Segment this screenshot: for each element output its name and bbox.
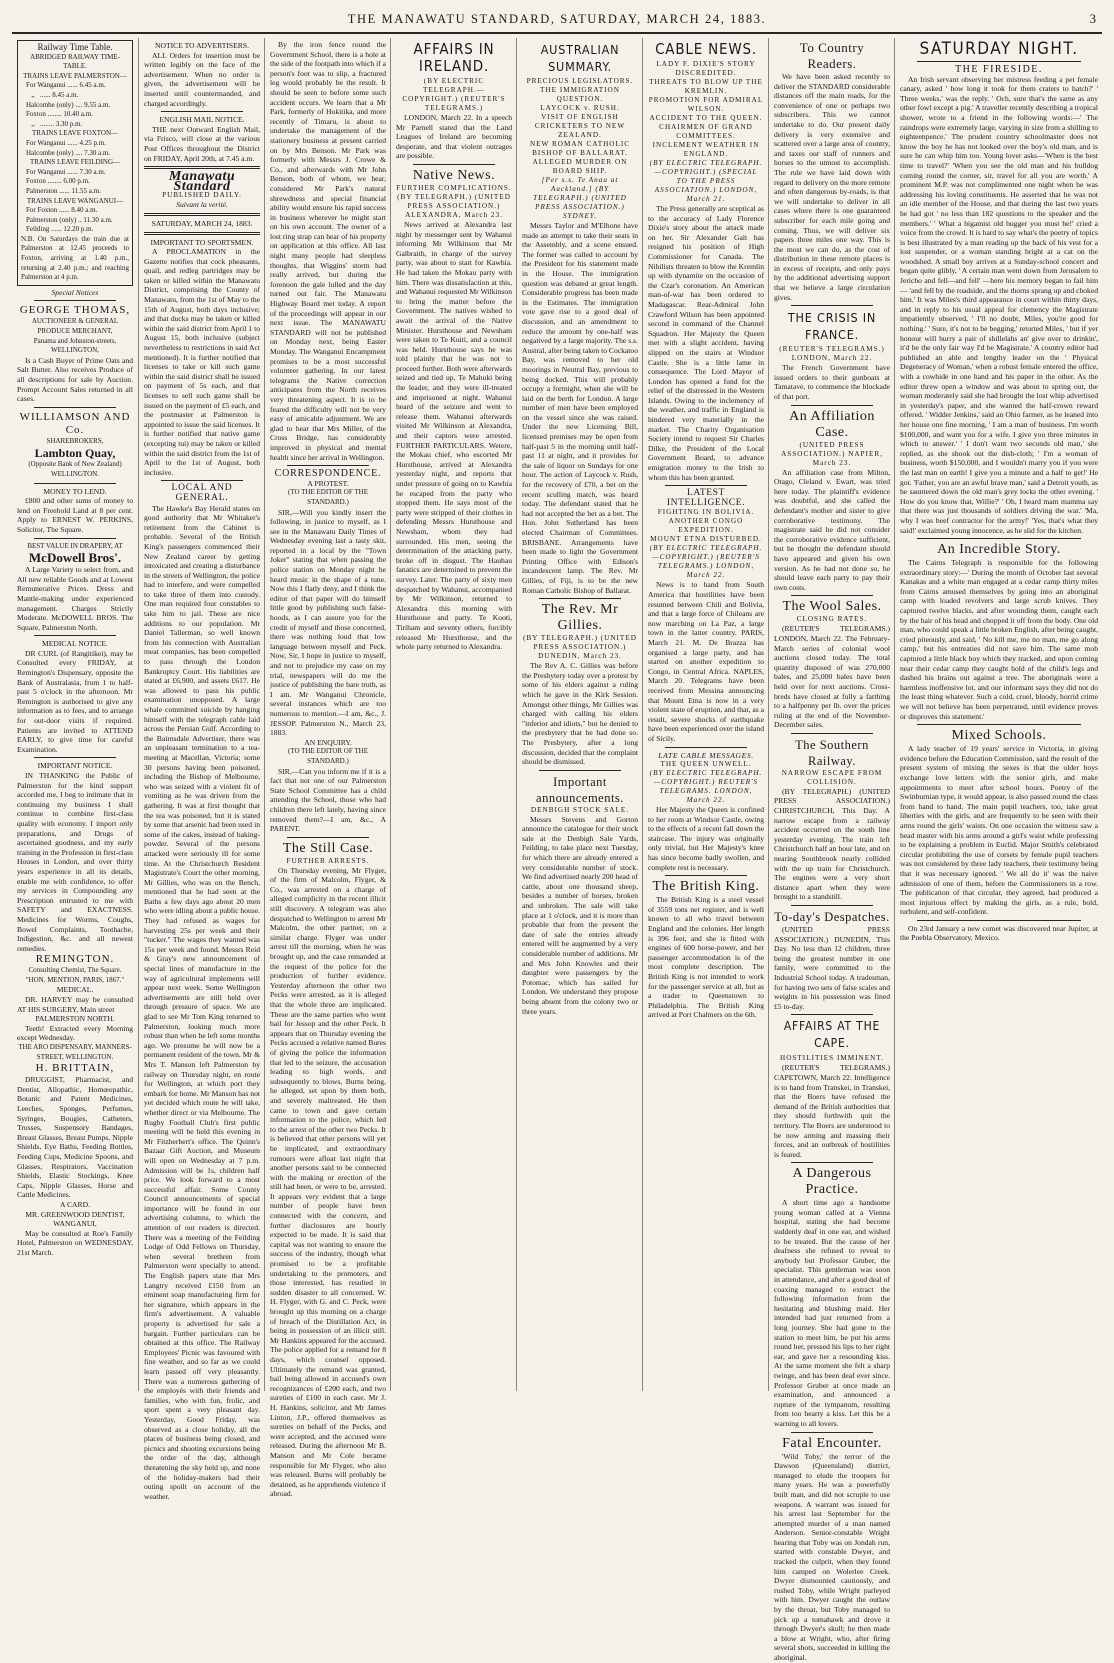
rail-row: For Foxton ...... 8.40 a.m. [26, 206, 98, 215]
hon-mention: "HON. MENTION, PARIS, 1867." [25, 975, 125, 984]
rule [791, 305, 873, 306]
column-5 [516, 38, 643, 1391]
rule [287, 465, 369, 466]
greenwood-name: MR. GREENWOOD DENTIST, WANGANUI, [25, 1209, 125, 1229]
rule [144, 213, 260, 216]
remington-name: REMINGTON. [35, 953, 115, 966]
rail-row: Palmerston ...... 11.55 a.m. [26, 186, 101, 195]
column-3 [264, 38, 391, 1499]
money-body: £800 and other sums of money to lend on Freehold Land at 8 per cent. Apply to ERNEST W. PERKINS, Solicitor, The Square. [17, 496, 133, 534]
column-4 [390, 38, 517, 1391]
cable-sub-6: INCLEMENT WEATHER IN ENGLAND. [652, 141, 760, 158]
fatal-encounter-title: Fatal Encounter. [782, 1435, 882, 1451]
rule [791, 1432, 873, 1433]
crisis-france-body: The French Government have issued orders to their gunboats at Tamatave, to commence the blockade of that port. [774, 363, 890, 402]
masthead-title: THE MANAWATU STANDARD, SATURDAY, MARCH 24, 1883. [347, 12, 767, 26]
rail-row: For Wanganui ...... 4.25 p.m. [26, 138, 106, 147]
column-8 [894, 38, 1103, 1391]
rule [791, 1014, 873, 1015]
rule [161, 480, 243, 481]
wool-sales-body: (REUTER'S TELEGRAMS.) LONDON, March 22. The February-March series of colonial wool auctions closed today. The total quantity disposed of was 270,000 bales, and 25,000 bales have been held over for next auctions. Cross-breds have closed at fully a farthing to a halfpenny per lb. over the prices ruling at the end of the November-December sales. [774, 624, 890, 730]
harvey-body: DR. HARVEY may be consulted AT HIS SURGERY, Main street [17, 995, 133, 1014]
latest-sub-3: MOUNT ETNA DISTURBED. [650, 535, 762, 544]
rule [665, 485, 747, 486]
rule [34, 757, 116, 758]
incredible-story-title: An Incredible Story. [937, 542, 1061, 558]
aus-sub-5: NEW ROMAN CATHOLIC BISHOP OF BALLARAT. [529, 140, 631, 157]
mail-body: THE next Outward English Mail, via Frisco, will close at the various Post Offices throughout the District on FRIDAY, April 20th, at 7.45 a.m. [144, 124, 260, 163]
fireside-body: An Irish servant observing her mistress feeding a pet female canary, asked ' how long it took for them craters to hatch?' ' Three weeks,' was the reply. ' Och, sure that's the same as any other fowl except a pig.' A traveller recently describing a tropical shower, wrote to a friend in the following words:—' The raindrops were extremely large, varying in size from a shilling to eighteenpence.' The prudent country schoolmaster does not know the boy he has not looked over the boy's old man, and is sure he can whip him too. Young lover asks—'When is the best time to travel?' 'When you see the old man and his bulldog coming round the corner, sir, travel for all you are worth.' A prominent M.P. was not complimented one night when he was addressing his loving constituents. He asserted that he was not an idle member of the House, and that during the last two years he had got ' no less than 182 questions to the speaker and the members.' ' What a bigamist old bugger you must be!' cried a voice from the crowd. It is hard to say what's the poetry of topics is best illustrated by a man reading up the back of his vest for a lost suspender, or a woman standing bright at a cat on the woodshed. A small boy arrives at a Sunday-school concert and began quite glibly, ' A certain man went down from Jerusalem to Jericho and fell—and fell' —here his memory began to fail him— 'and fell by the roadside, and the thorns sprang up and choked him.' It was Miles's third appearance in court within thirty days, and in reply to his usual appeal for clemency the Magistrate impatiently observed, ' I'll no doubt, Miles, you're good for nothing.' ' Sure, it's not to be begging,' retorted Miles, ' but if yer honour will hurry a pair of shillelahs an' give over to drinkin', it'd be the only fair way I'd be Magistrate.' A country editor had published an able and lengthy leader on the ' Physical Degeneracy of Woman,' when a robust female entered the office, with a cowhide in one hand and his paper in the other. As the editor threw open a window and was about to spring out, the woman moderately said she had brought the lost whip advertised in yesterday's paper, and she wanted the half-crown reward offered. ' Widder Jenkins,' said an Ohio farmer, as he leaned into her house one fine morning, ' I am a man of business. I'm worth $100,000, and want you for a wife. I give you three minutes in which to answer.' ' I don't want two seconds old man,' she replied, as she shook out the dish-cloth; ' I'm a woman of business, worth $150,000, and I wouldn't marry you if you were the last man on earth! I give you a minute and a half to get!' He got. 'Father, you are an awful brave man,' said a Detroit youth, as he sauntered down the old man's grey locks the other evening. ' How do you know that, Willie?' ' Oh, I heard mam mamma say that there was just thousands of soldiers driving the war.' 'Ma, why I was beef contractor for the army!' 'Yes, that's what they said!' exclaimed young innocence, as he slid for the kitchen. [900, 74, 1098, 535]
aus-per: [Per s.s. Te Anau at Auckland.] (BY TELEGRAPH.) (UNITED PRESS ASSOCIATION.) SYDNEY. [533, 176, 627, 220]
todays-despatches-body: (UNITED PRESS ASSOCIATION.) DUNEDIN, This Day. No less than 12 children, three being the greatest number in one family, were committed to the Industrial School today. A tradesman, for having two sets of false scales and weights in his possession was fined £5 to-day. [774, 925, 890, 1011]
still-case-body: On Thursday evening, Mr Flyger, of the firm of Malcolm, Flyger, & Co., was arrested on a charge of alleged complicity in the recent illicit still discovery. A telegram was also despatched to Wellington to arrest Mr Malcolm, the other partner, on a similar charge. Flyger was under arrest till the morning, when he was brought up, and the case remanded at the request of the police for the production of further evidence. Yesterday afternoon the other two Pecks were arrested, as it is alleged that the whole three are implicated. These are the same parties who went bail for Jessop and the other Peck. It appears that on Thursday evening the Pecks accused a relative named Bures of giving the police the information that led to the seizure, the accusation leading to high words, and subsequently to blows, Burns being, he alleged, set upon by them both, and severely maltreated. He then came to town and gave certain information to the police, which led to the arrest of the other two Pecks. It is believed that other persons will yet be implicated, and extraordinary rumours were afloat last night that another persons said to be connected with the making or erection of the still had been, or were to be, arrested. It appears very evident that a large number of people have been connected with the concern, and further disclosures are hourly expected to be made. It is said that capital was not wanting to ensure the success of the industry, though what promised to be a profitable undertaking to the promoters, and those interested, has resulted in sudden disaster to all concerned. W. H. Flyger, with G. and C. Peck, were brought up this morning on a charge of breach of the Distillation Act, in being in possession of an illicit still. Mr Hankins appeared for the accused. The police applied for a remand for 8 days, which counsel opposed. Ultimately the remand was granted, bail being allowed in accused's own recognizances of £200 each, and two sureties of £100 in each case. Mr J. H. Hankins, solicitor, and Mr James Linton, J.P., offered themselves as sureties on behalf of the Pecks, and were accepted, and the accused were released. During the afternoon Mr B. Manson and Mr Cole became responsible for Mr Flyger, who also was released. Burns will probably be detained, as he apprehends violence if abroad. [270, 865, 386, 1499]
affiliation-sub: (UNITED PRESS ASSOCIATION.) NAPIER, March 23. [781, 440, 883, 467]
mixed-schools-title: Mixed Schools. [951, 728, 1047, 744]
crisis-france-title: THE CRISIS IN FRANCE. [787, 310, 877, 343]
cable-sub-2: THREATS TO BLOW UP THE KREMLIN. [649, 78, 763, 95]
rule [917, 61, 1081, 62]
money-title: MONEY TO LEND. [43, 486, 107, 496]
important-announcements-title: Important announcements. [536, 774, 624, 805]
rule [917, 920, 1081, 921]
enquiry-to: (TO THE EDITOR OF THE STANDARD.) [288, 747, 368, 765]
lambton-sub: (Opposite Bank of New Zealand) WELLINGTON. [28, 460, 122, 478]
country-readers-body: We have been asked recently to deliver the STANDARD considerable distances off the main roads, for the convenience of one or perhaps two subscribers. This we cannot undertake to do. Our present daily delivery is very extensive and scattered over a large area of country, and taxes our staff of runners and horses to the utmost to accomplish. The rule we have laid down with regard to delivery on the more remote and often dangerous by-roads, is that we will undertake to deliver in all cases where there is one guaranteed subscriber for each mile going and coming. Thus, we will deliver six papers three miles one way. This is the most we can do, as the cost of distribution in these remote places is in excess of receipts, and only pays by the additional advertising support that we believe a large circulation gives. [774, 72, 890, 302]
rail-note: N.B. On Saturdays the train due at Palmerston at 12.45 proceeds to Foxton, arriving at 1.40 p.m., returning at 2.40 p.m.; and reaching Palmerston at 4 p.m. [21, 234, 129, 282]
rail-sect3: TRAINS LEAVE FEILDING— [29, 158, 121, 167]
todays-despatches-title: To-day's Despatches. [774, 910, 890, 924]
thomas-name: GEORGE THOMAS, [19, 304, 131, 317]
important-announcements-sub: DENBIGH STOCK SALE. [530, 805, 630, 814]
advertisers-body: ALL Orders for insertion must be written legibly on the face of the advertisement. When no order is given, the advertisement will be inserted until countermanded, and charged accordingly. [144, 50, 260, 108]
rail-sect1: TRAINS LEAVE PALMERSTON— [23, 71, 127, 80]
affiliation-body: An affiliation case from Milton, Otago, Cleland v. Ewart, was tried here today. The plaintiff's evidence was doubtful, and she called the defendant's mother and sister to give corroborative testimony. The magistrate said he did not consider the corroborative evidence sufficient, but he thought the defendant should have appeared and given his own version. As he had not done so, he should leave each party to pay their own costs. [774, 467, 890, 592]
rule [665, 747, 747, 748]
correspondence-title: CORRESPONDENCE. [274, 468, 382, 480]
aus-sub-3: LAYCOCK v. RUSH. [540, 104, 620, 112]
rule [917, 538, 1081, 539]
native-news-body: News arrived at Alexandra last night by messenger sent by Wahanui informing Mr Wilkinson that Mr Galbraith, in charge of the survey party, was about to start for Kawhia. He had taken the Mokau party with him. There was dissatisfaction at this, and Wahanui requested Mr Wilkinson to bring the matter before the Government. The natives wished to await the arrival of the Native Minister. Hursthouse and Newsham were taken to Te Kuiti, and a council was held. Hursthouse says he was told plainly that he was not to proceed further. Both were afterwards seized and tied up, Te Mahuki being the leader, and they were ill-treated and imprisoned at night. Wahanui heard of the seizure and went to release them. Wahanui afterwards visited Mr Wilkinson at Alexandra, and their captors were arrested. FURTHER PARTICULARS. Wetere, the Mokau chief, who escorted Mr Hursthouse, arrived at Alexandra yesterday night, and reports that under pressure of going on to Kawhia he escaped from the party who stopped them. He says most of the party were stripped of their clothes in defending Messrs Hursthouse and Newsham, whom they had surrounded. His men, seeing the determination of the attacking party, broke off in disgust. The Hauhau fanatics are determined to prevent the survey. Later. The party of sixty men despatched by Wahanui, accompanied by Mr Wilkinson, returned to Alexandra this morning with Hursthouse and party. Te Kooti, Tiriham and seventy others, forcibly released Mr Hursthouse, and the whole party returned to Alexandra. [396, 219, 512, 652]
rail-sub: ABRIDGED RAILWAY TIME-TABLE. [30, 52, 120, 71]
australian-summary-title: AUSTRALIAN SUMMARY. [540, 42, 620, 74]
rule [34, 635, 116, 636]
railway-timetable [17, 40, 133, 286]
issue-date: SATURDAY, MARCH 24, 1883. [151, 218, 253, 228]
medical-notice: MEDICAL NOTICE. [42, 639, 108, 649]
brittain-body: DRUGGIST, Pharmacist, and Dentist, Allopathic, Homœopathic, Botanic and Patent Medicines, Leeches, Sponges, Perfumes, Syringes, Bougies, Catheters, Trusses, Suspensory Bandages, Breast Glasses, Breast Pumps, Nipple Shields, Eye Baths, Feeding Bottles, Feeding Cups, Medicine Spoons, and Glasses, Respirators, Vaccination Shields, Elastic Stockings, Knee Caps, Nipple Glasses, Horse and Cattle Medicines. [17, 1075, 133, 1200]
southern-railway-body: (BY TELEGRAPH.) (UNITED PRESS ASSOCIATION.) CHRISTCHURCH, This Day. A narrow escape from a railway accident occurred on the south line yesterday evening. The train left Christchurch half an hour late, and on nearing Southbrook nearly collided with the up train for Christchurch. The engines were a very short distance apart when they were brought to a standstill. [774, 786, 890, 902]
teeth: Teeth! Extracted every Morning except Wednesday. [17, 1023, 133, 1043]
rule [791, 1162, 873, 1163]
rail-row: Palmerston (only) .. 11.30 a.m. [26, 215, 113, 224]
cable-body: The Press generally are sceptical as to the accuracy of Lady Florence Dixie's story about the attack made on her. Sir Alexander Galt has resigned his position of High Commissioner for Canada. The Nihilists threaten to blow the Kremlin up with dynamite on the occasion of the Czar's coronation. An American man-of-war has been ordered to Madagascar. Rear-Admiral John Crawford Wilson has been appointed second in command of the Channel Squadron. Her Majesty the Queen met with a slight accident, having slipped on the stairs at Windsor Castle. She is a little lame in consequence. The Lord Mayor of London has opened a fund for the relief of the distressed in the Western Islands. Owing to the inclemency of the weather, and traffic in England is hindered very materially in the market. The Charity Organisation Society intend to request Sir Charles Dilke, the President of the Local Government Board, to advance emigration money to the Irish to whom this has been granted. [648, 204, 764, 482]
late-cable-title: LATE CABLE MESSAGES. [658, 750, 754, 760]
native-news-sub2: (BY TELEGRAPH.) (UNITED PRESS ASSOCIATION.) ALEXANDRA, March 23. [397, 192, 511, 219]
column-1 [12, 38, 138, 1391]
column-7 [768, 38, 895, 1662]
southern-railway-title: The Southern Railway. [795, 737, 869, 768]
aus-sub-4: VISIT OF ENGLISH CRICKETERS TO NEW ZEALAND. [534, 113, 626, 139]
gillies-title: The Rev. Mr Gillies. [541, 602, 619, 634]
affairs-ireland-sub: (BY ELECTRIC TELEGRAPH.—COPYRIGHT.) (REUTER'S TELEGRAMS.) [402, 77, 506, 112]
rule [34, 407, 116, 408]
cape-body: (REUTER'S TELEGRAMS.) CAPETOWN, March 22. Intelligence is to hand from Transkei, in Transkei, that the Boers have refused the demand of the British authorities that they should forthwith quit the territory. The Boers are understood to be now arming and massing their forces, and an outbreak of hostilities is feared. [774, 1063, 890, 1159]
masthead [12, 6, 1102, 34]
aus-sub-6: ALLEGED MURDER ON BOARD SHIP. [532, 158, 628, 175]
cable-sub-1: LADY F. DIXIE'S STORY DISCREDITED. [656, 60, 756, 77]
latest-sub-2: ANOTHER CONGO EXPEDITION. [668, 517, 744, 535]
sportsmen-body: A PROCLAMATION in the Gazette notifies that cock pheasants, quail, and redleg partridges may be taken or killed within the Manawatu District, comprising the County of Manawatu, from the 1st of May to the 15th of August, both days inclusive; and that ducks may be taken or killed within the said district from April 1 to August 15, both inclusive (subject nevertheless to restrictions in said Act mentioned). It is further notified that licenses to take or kill such game within the said district shall be issued on payment of 5s each, and that licenses to sell such game shall be issued on the payment of £5 each, and the postmaster at Palmerston is appointed to issue the said licenses. It is further notified that native game (excepting tui) may be taken or killed within the said district from the 1st of April to the 1st of August, both inclusive. [144, 247, 260, 477]
column-2 [138, 38, 265, 1501]
rail-sect4: TRAINS LEAVE WANGANUI— [26, 196, 124, 205]
rule [34, 300, 116, 301]
native-news-title: Native News. [412, 167, 496, 183]
flag-motto: Suivant la verité. [176, 200, 228, 210]
gillies-body: The Rev A. C. Gillies was before the Presbytery today over a protest by some of his elders against a ruling which he gave in the Kirk Session. Amongst other things, Mr Gillies was charged with calling his elders "inferior and idiots," but he denied to the presbytery that he had done so. The Presbytery, after a long discussion, decided that the complaint should be dismissed. [522, 661, 638, 767]
thomas-body: Is a Cash Buyer of Prime Oats and Salt Butter. Also receives Produce of all descriptions for sale by Auction. Prompt Account Sales returned in all cases. [17, 355, 133, 404]
rail-row: Halcombe (only) .... 7.30 a.m. [26, 148, 111, 157]
rail-row: For Wanganui ...... 7.30 a.m. [26, 167, 106, 176]
medical-2: MEDICAL. [56, 985, 94, 995]
page-number: 3 [1089, 12, 1096, 26]
mcdowell-body: A Large Variety to select from, and All new reliable Goods and at Lowest Remunerative Prices. Dress and Mantle-making under experienced management. Charges Strictly Moderate. McDOWELL BROS. The Square, Palmerston North. [17, 565, 133, 632]
advertisers-title: NOTICE TO ADVERTISERS. [155, 41, 249, 50]
cape-title: AFFAIRS AT THE CAPE. [783, 1019, 881, 1051]
rule [539, 598, 621, 599]
enquiry-body: SIR,—Can you inform me if it is a fact that not one of our Palmerston State School Committee has a child attending the School, those who had children there left lately, having since removed them?—I am, &c., A PARENT. [270, 766, 386, 834]
enquiry-title: AN ENQUIRY. [304, 737, 352, 747]
country-readers-title: To Country Readers. [799, 40, 865, 71]
still-case-title: The Still Case. [282, 840, 374, 856]
important-notice: IMPORTANT NOTICE. [37, 761, 113, 771]
rail-row: For Wanganui ...... 6.45 a.m. [26, 81, 106, 90]
local-body: The Hawke's Bay Herald states on good authority that Mr Whitaker's retirement from the Cabinet is probable. Several of the British King's passengers commenced their New Zealand career by getting intoxicated and creating a disturbance in the streets of Wellington, the police had to interfere, and were compelled to take three of them into custody. One man required four constables to take him to jail. These are nice additions to our population. Mr Daniel Tallerman, so well known from his connection with Australian meat companies, has been compelled to pass through the London Bankruptcy Court. His liabilities are stated at £6,900, and assets £617. He was allowed to pass his public examination unopposed. A large whale committed suicide by hanging himself with the telegraph cable laid across the Persian Gulf. According to the Bairnsdale Advertiser, there was an unpleasant termination to a tea-meeting at Macellan, Victoria; some 30 persons having been poisoned, including the Bishop of Melbourne, who was seized with a violent fit of vomiting as he was driven from the gathering. It was at first thought that the tea was poisoned, but it is stated by some that arsenic had been used in some of the cakes, instead of baking-powder. Several of the persons attacked were seriously ill for some time. At the Christchurch Resident Magistrate's Court the other morning, Mr Gillies, who was on the Bench, mentioned that he had seen at the Baths a few days ago about 20 men who were idling about a public house. They had refused as wages for harvesting 25s per week and their "tucker." The wages they wanted was 15s per week and found. Messrs Reid & Gray's new announcement of special lines of manufacture in the way of agricultural implements will appear next week. Some Wellington advertisements are still held over through pressure of space. We are glad to see Mr Tom King returned to Palmerston, looking much more robust than when he left some months ago. We presume he will now be a permanent resident of the town. Mr & Mrs T. Manson left Palmerston by railway on Thursday night, en route for Wellington, at which port they embark for home. Mr Manson has not yet decided which route he will take, whether direct or via Melbourne. The Rugby Football Club's first public meeting will be held this evening in Mr Fitzherbert's office. The Quinn's Bazaar Gift Auction, and Museum will open on Wednesday at 7 p.m. Admission will be 1s, children half price. We look forward to a most successful affair. Some County Council announcements of special importance will be found in our advertising columns, to which the attention of our readers is directed. There was a meeting of the Feilding Lodge of Odd Fellows on Thursday, when several brethren from Palmerston went specially to attend. The English papers state that Mrs Langtry received £150 from an eminent soap manufacturing firm for her signature, which appears in the firm's advertisement. A valuable property is advertised for sale a bargain. Further particulars can be obtained at this office. The Railway Employees' Picnic was favoured with fine weather, and so far as we could learn passed off very pleasantly. There was a numerous gathering of the employés with their friends and families, who with fun, frolic, and sport spent a very pleasant day. Yesterday, Good Friday, was observed as a close holiday, all the places of business being closed, and picnics and shooting excursions being the order of the day, although threatening the sky held up, and none of the holiday-makers had their outing spoilt on account of the weather. [144, 503, 260, 1501]
protest-title: A PROTEST. [307, 478, 349, 488]
flag-sub: PUBLISHED DAILY. [162, 191, 242, 200]
special-notices: Special Notices [51, 287, 99, 297]
incredible-story-body: The Cairns Telegraph is responsible for the following extraordinary story:—' During the month of October last several Kanakas and a white man engaged at a cedar camp thirty miles from Cairns amused themselves by going into an aboriginal camp with loaded revolvers and large scrub knives. They captured twelve blacks, and after wounding them, caught each by the hair of his head and chopped it off from the body. One old man, who could speak a little broken English, after being caught, cried piteously, and said, ' No kill me, me no man, me go along camp,' but his entreaties did not save him. The same mob captured a little black boy which they tracked, and upon coming near their cedar camp they caught hold of the child's legs and dashed his brains out against a tree. The aboriginals were a harmless inoffensive lot, and our informant says they did not do the least thing whatever. Such a cold, cruel, bloody, horrid crime we will not believe has been perpetrated, until evidence proves or disproves this statement.' [900, 558, 1098, 721]
rail-sect2: TRAINS LEAVE FOXTON— [31, 129, 119, 138]
brittain-name: H. BRITTAIN, [35, 1062, 115, 1075]
latest-source: (BY ELECTRIC TELEGRAPH.—COPYRIGHT.) (REUTER'S TELEGRAMS.) LONDON, March 22. [649, 544, 763, 580]
protest-to: (TO THE EDITOR OF THE STANDARD.) [288, 488, 368, 506]
crisis-france-sub: (REUTER'S TELEGRAMS.) LONDON, March 22. [779, 345, 885, 363]
rail-row: Halcombe (only) .... 9.55 a.m. [26, 100, 111, 109]
important-announcements-body: Messrs Stevens and Gorton announce the catalogue for their stock sale at the Denbigh Sale Yards, Feilding, to take place next Tuesday, for which there are already entered a very considerable number of stock. We find advertised nearly 200 head of cattle, about one thousand sheep, besides a number of horses, broken and unbroken. The sale will take place at 1 o'clock, and it is more than probable that from the present the date of sale the entries already entered will be augmented by a very considerable number of additions. Mr and Mrs John Knowles and their daughter were passengers by the Potomac, which has sailed for London. We understand they propose being absent from the colony two or three years. [522, 814, 638, 1016]
rule [287, 837, 369, 838]
latest-body: News is to hand from South America that hostilities have been resumed between Chili and Bolivia, and that a large force of Chileans are now marching on La Paz, a large town in the latter country. PARIS, March 21. M. De Brazza has organised a large party, and has started on another expedition to Congo, in Central Africa. NAPLES, March 20. Telegrams have been received from Messina announcing that Mount Etna is now in a very violent state of eruption, and that, as a result, severe shocks of earthquake have been experienced over the island of Sicily. [648, 580, 764, 743]
still-case-sub: FURTHER ARRESTS. [286, 856, 370, 865]
williamson-sub: SHAREBROKERS, [46, 436, 104, 445]
aus-body: Messrs Taylor and M'Elhone have made an attempt to take their seats in the Assembly, and a scene ensued. The former was called to account by the President for his statement made in the House. The immigration question was debated at great length. Considerable progress has been made in the Estimates. The immigration vote gave rise to a good deal of discussion, and an amendment to reduce the amount by one-half was negatived by a large majority. The s.s. Austral, after being taken to Cockatoo Bay, was removed to her old moorings in Neutral Bay, previous to being docked. This will probably occupy a fortnight, when she will be laid on the berth for London. A large number of men have been employed on the vessel since she was raised. Under the new Licensing Bill, licensed premises may be open from half-past 5 in the morning until half-past 11 at night, and it provides for the sale of liquor on Sundays for one hour. The action of Laycock v. Rush, for the recovery of £70, a bet on the recent sculling match, was heard today. The defendant stated that he had not accepted the bet as a bet. The Hon. John Sutherland has been elected Chairman of Committees. BRISBANE. Arrangements have been made to light the Government Printing Office with Edison's incandescent lamp. The Rev. Mr Gillies, of Fiji, is to be the new Roman Catholic Bishop of Ballarat. [522, 221, 638, 595]
comet-note: On 23rd January a new comet was discovered near Jupiter, at the Puebla Observatory, Mexico. [900, 923, 1098, 943]
native-news-sub: FURTHER COMPLICATIONS. [396, 183, 512, 192]
fireside-title: THE FIRESIDE. [955, 64, 1043, 75]
dangerous-practice-title: A Dangerous Practice. [792, 1166, 872, 1198]
rule [413, 164, 495, 165]
southern-railway-sub: NARROW ESCAPE FROM COLLISION. [781, 768, 883, 786]
rail-row: Feilding ...... 12.20 p.m. [26, 225, 94, 234]
wool-sales-sub: CLOSING RATES. [796, 615, 868, 624]
rule [161, 111, 243, 112]
card-title: A CARD. [60, 1199, 90, 1209]
rule [917, 724, 1081, 725]
mail-title: ENGLISH MAIL NOTICE. [159, 115, 245, 125]
affairs-ireland-title: AFFAIRS IN IRELAND. [413, 40, 495, 75]
wool-sales-title: The Wool Sales. [782, 599, 882, 615]
cape-sub: HOSTILITIES IMMINENT. [780, 1054, 884, 1063]
rule [34, 538, 116, 539]
thomas-sub: AUCTIONEER & GENERAL PRODUCE MERCHANT, [31, 317, 119, 336]
rule [34, 483, 116, 484]
thomas-addr: Panama and Johnston-streets, WELLINGTON, [33, 336, 117, 355]
saturday-night-title: SATURDAY NIGHT. [919, 39, 1079, 59]
rail-row: Foxton ........ 6.00 p.m. [26, 177, 90, 186]
aus-sub-2: THE IMMIGRATION QUESTION. [540, 86, 620, 103]
rule [144, 232, 260, 235]
protest-body: SIR,—Will you kindly insert the following, in justice to myself, as I see in the Manawatu Daily Times of Wednesday evening last a tasty skit, reported in a local by the "Town Joker" stating that when passing the police station on Monday night he heard music in the shape of a tune. Now this I flatly deny, and I think the editor of that paper will do himself little good by publishing such false-hoods, as I can assure you for the credit of myself and those concerned, there was nothing loud that low language between myself and Peck. Now, Sir, I hope in justice to myself, and not to prejudice my case on my trial, newspapers will do me the justice of publishing the bare truth, as I am. Mr Wanganui Chronicle, several instances which are too numerous to mention.—I am, &c., J. JESSOP. Palmerston N., March 23, 1883. [270, 507, 386, 738]
cable-news-title: CABLE NEWS. [655, 40, 757, 58]
late-body: Her Majesty the Queen is confined to her room at Windsor Castle, owing to the effects of a recent fall down the staircase. The injury was originally only trivial, but Her Majesty's knee has since become badly swollen, and complete rest is necessary. [648, 805, 764, 872]
rule [791, 595, 873, 596]
rail-row: Foxton ........ 10.40 a.m. [26, 110, 93, 119]
rail-title: Railway Time Table. [37, 42, 113, 52]
rule [539, 770, 621, 771]
cable-sub-4: ACCIDENT TO THE QUEEN. [649, 114, 763, 122]
important-body: IN THANKING the Public of Palmerston for the kind support accorded me, I beg to intimate that in continuing my business I shall continue to combine first-class quality with economy. I import only preparations, and Drugs of ascertained goodness, and my early training in the Profession in first-class Houses in London, and over thirty years experience in all its details, enable me with confidence, to offer my services in Compounding any Prescription entrusted to me with SAFETY and EXACTNESS. Medicines for Worms, Coughs, Bowel Complaints, Toothache, Indigestion, &c. and all newest remedies. [17, 771, 133, 953]
rule [791, 905, 873, 906]
aro-dispensary: THE ARO DISPENSARY, MANNERS-STREET, WELLINGTON. [18, 1043, 132, 1061]
cable-sub-5: CHAIRMEN OF GRAND COMMITTEES. [659, 123, 753, 140]
greenwood-body: May be consulted at Roe's Family Hotel, Palmerston on WEDNESDAY, 21st March. [17, 1228, 133, 1257]
local-title: LOCAL AND GENERAL. [171, 483, 233, 503]
williamson-name: WILLIAMSON AND Co. [19, 410, 131, 436]
palmerston-north: PALMERSTON NORTH. [35, 1014, 115, 1024]
latest-intelligence-title: LATEST INTELLIGENCE. [666, 488, 746, 508]
lambton-quay: Lambton Quay, [34, 446, 116, 461]
rule [791, 733, 873, 734]
late-source: (BY ELECTRIC TELEGRAPH.—COPYRIGHT.) REUTER'S TELEGRAMS. LONDON, March 22. [649, 769, 763, 805]
rail-row: ,, ...... 8.45 a.m. [26, 90, 79, 99]
dangerous-practice-body: A short time ago a handsome young woman called at a Vienna hospital, stating she had become suddenly deaf in one ear, and wished to be treated. But the cause of her deafness she refused to reveal to anybody but Professor Gruber, the specialist. This gentleman was soon in attendance, and after a good deal of coaxing managed to extract the following information from the hesitating and blushing maid. Her intended had just returned from a long journey. She had gone to the station to meet him, he put his arms round her, pressed his lips to her right ear, and gave her a resounding kiss. At the same moment she felt a sharp twinge, and has been deaf ever since. Professor Gruber at once made an examination, and announced a rupture of the tympanum, resulting from too hearty a kiss. Let this be a warning to all lovers. [774, 1198, 890, 1428]
latest-sub-1: FIGHTING IN BOLIVIA. [657, 508, 755, 517]
affairs-ireland-body: LONDON, March 22. In a speech Mr Parnell stated that the Land Leagues of Ireland are becoming desperate, and that violent outrages are possible. [396, 113, 512, 161]
best-value: BEST VALUE IN DRAPERY, AT [27, 541, 123, 550]
standard-flag: Manawatu Standard [168, 169, 236, 194]
affiliation-title: An Affiliation Case. [789, 408, 875, 440]
aus-sub-1: PRECIOUS LEGISLATORS. [526, 77, 634, 85]
mixed-schools-body: A lady teacher of 19 years' service in Victoria, in giving evidence before the Education Commission, said the result of the present system of mixing the sexes is that the older boys exchange love letters with the senior girls, and make appointments to meet after school hours. Poetry of the Swinburnian type, it would appear, is also passed round the class from hand to hand. The main pupil teachers, too, take great liberties with the girls, and are frequently to be seen with their arms round the girls' waists. On one occasion the witness saw a head master with his arms around a girl's waist while professing to be explaining a problem in Euclid. Major Smith's celebrated circular prohibiting the use of corsets by female pupil teachers was not considered by three lady teachers, their testimony being that it was necessary ignored. ' We all do it' was the naive admission of one of them, before the Commissioners in a row. The publication of that circular, they agreed, had produced a most injurious effect by making the girls, as a rule, bold, turbulent, and self-confident. [900, 744, 1098, 917]
medical-body: DR CURL (of Rangitikei), may be Consulted every FRIDAY, at Remington's Dispensary, opposite the Bank of Australasia, from 1 to half-past 5 o'clock in the afternoon. Mr Remington is authorised to give any information as to fees, and to arrange for out-door visits if required. Patients are invited to ATTEND EARLY, to give time for careful Examination. [17, 648, 133, 754]
cable-source: (BY ELECTRIC TELEGRAPH.—COPYRIGHT.) (SPECIAL TO THE PRESS ASSOCIATION.) LONDON, March 21. [649, 159, 763, 203]
cable-sub-3: PROMOTION FOR ADMIRAL WILSON. [648, 96, 764, 113]
fatal-encounter-body: 'Wild Toby,' the terror of the Dawson (Queensland) district, managed to elude the troopers for many years. He was a powerfully built man, and did not scruple to use weapons. A warrant was issued for his arrest last September for the attempted murder of a man named Anderson. Senior-constable Wright hearing that Toby was on Jondah run, started with constable Dwyer, and tracked the culprit, when they found him camped on Wolerlee Creek. Dwyer dismounted cautiously, and rushed Toby, while Wright parleyed with him. Dwyer caught the outlaw by the throat, but Toby managed to pick up a tomahawk and drove it through Dwyer's skull; he then made a blow at Wright, who, after firing several shots, succeeded in killing the aboriginal. [774, 1451, 890, 1662]
british-king-body: The British King is a steel vessel of 3559 tons net register, and is well known to all who travel between England and the colonies. Her length is 396 feet, and she is fitted with engines of 600 horse-power, and her passenger accommodation is of the most complete description. The British King is not intended to work for the passenger service at all, but as a trader to Queenstown to Philadelphia. The British King arrived at Port Chalmers on the 6th. [648, 895, 764, 1020]
british-king-title: The British King. [652, 879, 760, 895]
mcdowell-bros: McDowell Bros'. [28, 550, 122, 566]
remington-sub: Consulting Chemist, The Square. [28, 966, 122, 975]
sportsmen-title: IMPORTANT TO SPORTSMEN. [150, 237, 254, 247]
rail-row: ,, ........ 3.30 p.m. [26, 119, 83, 128]
rule [665, 875, 747, 876]
queen-unwell: THE QUEEN UNWELL. [660, 760, 752, 769]
gillies-sub: (BY TELEGRAPH.) (UNITED PRESS ASSOCIATION.) DUNEDIN, March 23. [523, 634, 637, 661]
col3-body: By the iron fence round the Government School, there is a hole at the side of the footpath into which if a person's foot was to slip, a fractured leg would probably be the result. It should be seen to before some such accident occurs. We learn that a Mr Park, formerly of Hokitika, and more recently of Timaru, is about to undertake the management of the stationery business at present carried on by Mrs Benson. Mr Park was formerly with Messrs J. Crowe & Co., and afterwards with Mr John Benson, both of whom, we hear, considered Mr Park's natural shrewdness and special financial ability would ensure his rapid success in business wherever he might start on his own account. The owner of a lost ring strap can hear of his property on application at this office. All last night many people had sleepless thoughts, that Wiggins' storm had really arrived, but during the forenoon the gale lulled and the day turned out fair. The Manawatu Highway Board met today. A report of the proceedings will appear in our next issue. The MANAWATU STANDARD will not be published on Monday next, being Easter Monday. The Wanganui Encampment promises to be a most successful volunteer gathering. In our latest telegrams the Native correction anticipates from the North receives very threatening aspect. It is to be feared the difficulty will not be very easy of amicable adjustment. We are glad to hear that Mrs Miller, of the Cross Bridge, has considerably improved in physical and mental health since her arrival in Wellington. [270, 40, 386, 462]
column-6 [642, 38, 769, 1391]
rule [791, 405, 873, 406]
